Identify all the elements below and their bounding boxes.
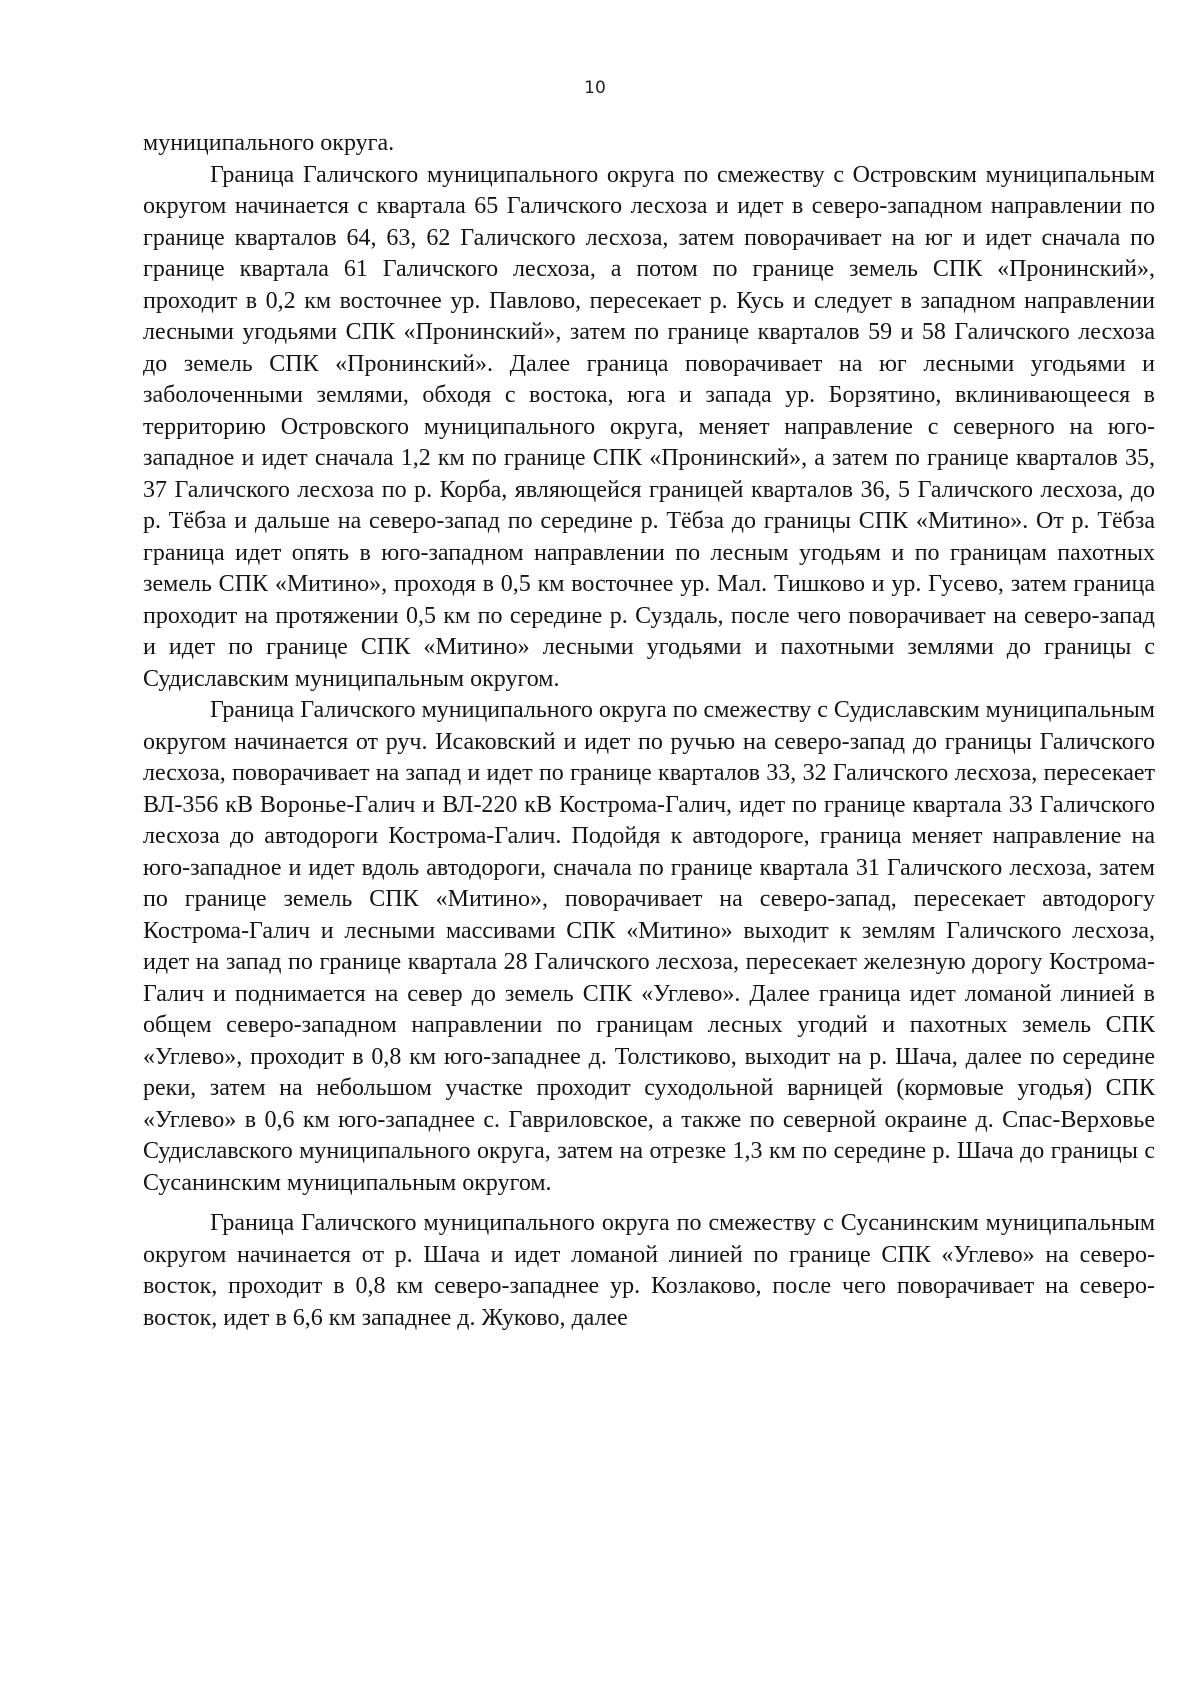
paragraph-continuation: муниципального округа. <box>143 130 395 156</box>
paragraph-ostrovsky-border: Граница Галичского муниципального округа по смежеству с Островским муниципальным округом начинается с квартала 65 Галичского лесхоза и идет в северо-западном направлении по границе кварталов 64, 63, 62 Галичского лесхоза, затем поворачивает на юг и идет сначала по границе квартала 61 Галичского лесхоза, а потом по границе земель СПК «Пронинский», проходит в 0,2 км восточнее ур. Павлово, пересекает р. Кусь и следует в западном направлении лесными угодьями СПК «Пронинский», затем по границе кварталов 59 и 58 Галичского лесхоза до земель СПК «Пронинский». Далее граница поворачивает на юг лесными угодьями и заболоченными землями, обходя с востока, юга и запада ур. Борзятино, вклинивающееся в территорию Островского муниципального округа, меняет направление с северного на юго-западное и идет сначала 1,2 км по границе СПК «Пронинский», а затем по границе кварталов 35, 37 Галичского лесхоза по р. Корба, являющейся границей кварталов 36, 5 Галичского лесхоза, до р. Тёбза и дальше на северо-запад по середине р. Тёбза до границы СПК «Митино». От р. Тёбза граница идет опять в юго-западном направлении по лесным угодьям и по границам пахотных земель СПК «Митино», проходя в 0,5 км восточнее ур. Мал. Тишково и ур. Гусево, затем граница проходит на протяжении 0,5 км по середине р. Суздаль, после чего поворачивает на северо-запад и идет по границе СПК «Митино» лесными угодьями и пахотными землями до границы с Судиславским муниципальным округом. <box>143 161 1155 692</box>
page-number: 10 <box>584 78 606 98</box>
paragraph-sudislavl-border: Граница Галичского муниципального округа по смежеству с Судиславским муниципальным округом начинается от руч. Исаковский и идет по ручью на северо-запад до границы Галичского лесхоза, поворачивает на запад и идет по границе кварталов 33, 32 Галичского лесхоза, пересекает ВЛ-356 кВ Воронье-Галич и ВЛ-220 кВ Кострома-Галич, идет по границе квартала 33 Галичского лесхоза до автодороги Кострома-Галич. Подойдя к автодороге, граница меняет направление на юго-западное и идет вдоль автодороги, сначала по границе квартала 31 Галичского лесхоза, затем по границе земель СПК «Митино», поворачивает на северо-запад, пересекает автодорогу Кострома-Галич и лесными массивами СПК «Митино» выходит к землям Галичского лесхоза, идет на запад по границе квартала 28 Галичского лесхоза, пересекает железную дорогу Кострома-Галич и поднимается на север до земель СПК «Углево». Далее граница идет ломаной линией в общем северо-западном направлении по границам лесных угодий и пахотных земель СПК «Углево», проходит в 0,8 км юго-западнее д. Толстиково, выходит на р. Шача, далее по середине реки, затем на небольшом участке проходит суходольной варницей (кормовые угодья) СПК «Углево» в 0,6 км юго-западнее с. Гавриловское, а также по северной окраине д. Спас-Верховье Судиславского муниципального округа, затем на отрезке 1,3 км по середине р. Шача до границы с Сусанинским муниципальным округом. <box>143 697 1155 1196</box>
paragraph-susanino-border: Граница Галичского муниципального округа по смежеству с Сусанинским муниципальным округом начинается от р. Шача и идет ломаной линией по границе СПК «Углево» на северо-восток, проходит в 0,8 км северо-западнее ур. Козлаково, после чего поворачивает на северо-восток, идет в 6,6 км западнее д. Жуково, далее <box>143 1210 1155 1331</box>
document-body <box>143 128 1155 1334</box>
